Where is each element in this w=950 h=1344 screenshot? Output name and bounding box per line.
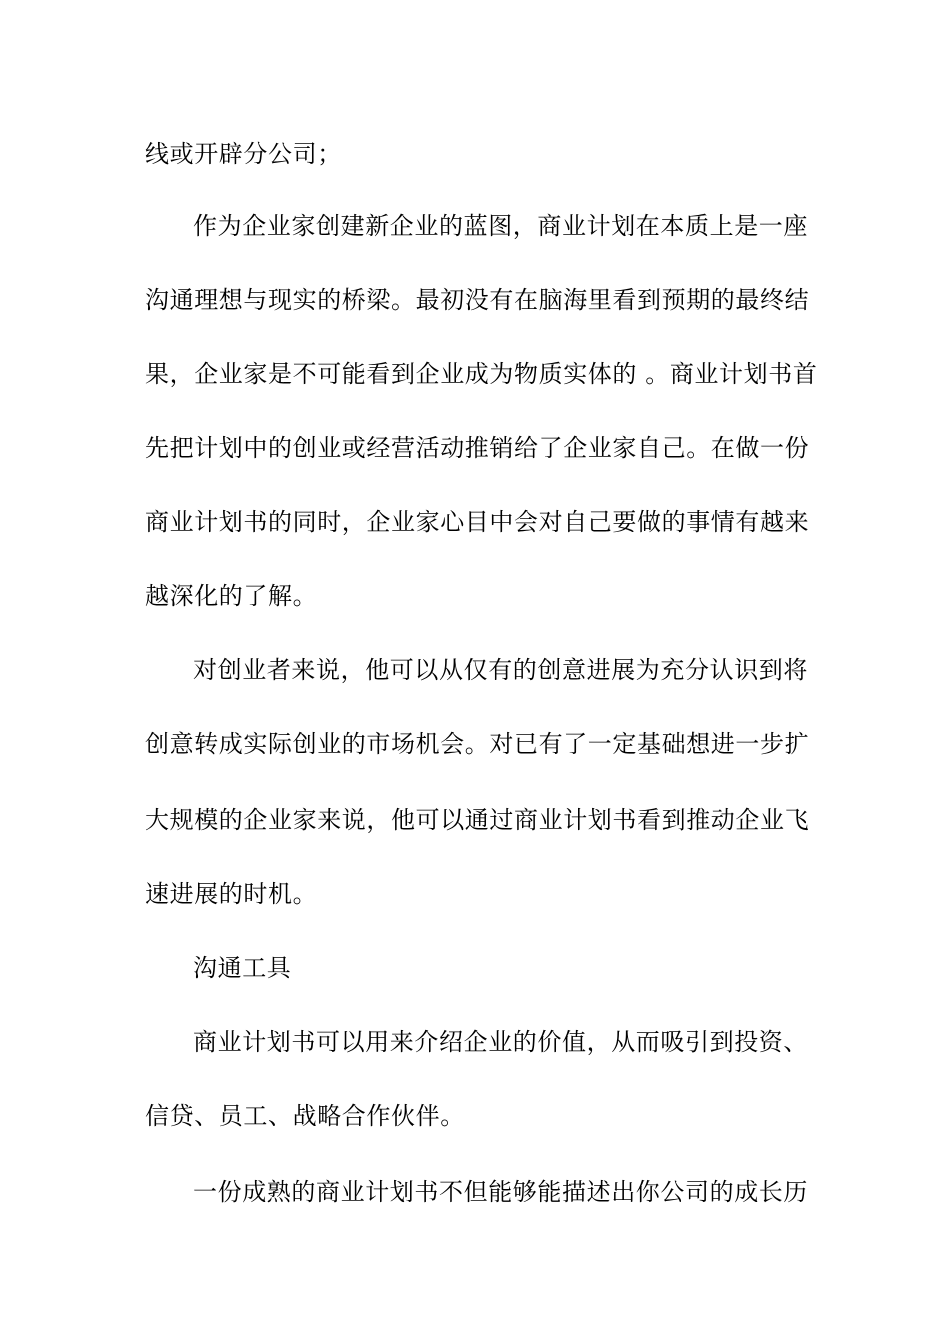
- text-line: 对创业者来说，他可以从仅有的创意进展为充分认识到将: [193, 656, 808, 684]
- text-line: 一份成熟的商业计划书不但能够能描述出你公司的成长历: [193, 1178, 808, 1206]
- text-line: 大规模的企业家来说，他可以通过商业计划书看到推动企业飞: [145, 806, 810, 834]
- text-line: 创意转成实际创业的市场机会。对已有了一定基础想进一步扩: [145, 730, 810, 758]
- text-line: 沟通理想与现实的桥梁。最初没有在脑海里看到预期的最终结: [145, 286, 810, 314]
- text-line: 速进展的时机。: [145, 880, 318, 908]
- text-line: 果，企业家是不可能看到企业成为物质实体的 。商业计划书首: [145, 360, 818, 388]
- text-line: 作为企业家创建新企业的蓝图，商业计划在本质上是一座: [193, 212, 808, 240]
- section-heading: 沟通工具: [193, 954, 292, 982]
- text-line: 商业计划书可以用来介绍企业的价值，从而吸引到投资、: [193, 1028, 808, 1056]
- text-line: 信贷、员工、战略合作伙伴。: [145, 1102, 465, 1130]
- text-line: 先把计划中的创业或经营活动推销给了企业家自己。在做一份: [145, 434, 810, 462]
- text-line: 线或开辟分公司；: [145, 140, 342, 168]
- text-line: 越深化的了解。: [145, 582, 318, 610]
- text-line: 商业计划书的同时，企业家心目中会对自己要做的事情有越来: [145, 508, 810, 536]
